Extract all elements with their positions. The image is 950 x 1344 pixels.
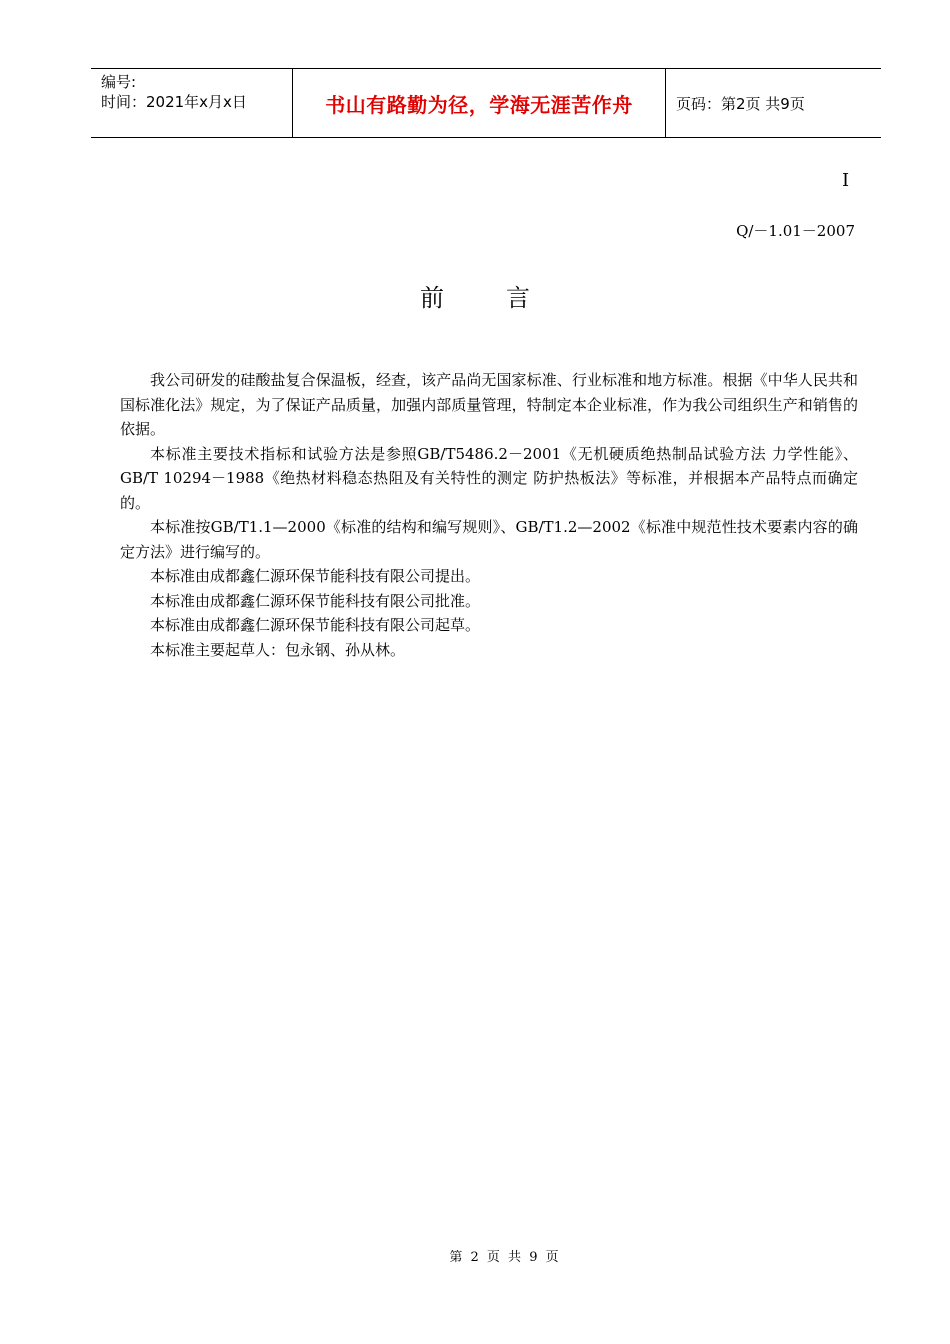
time-label: 时间：2021年x月x日 — [101, 93, 247, 111]
header-table — [91, 68, 881, 138]
paragraph: 我公司研发的硅酸盐复合保温板，经查，该产品尚无国家标准、行业标准和地方标准。根据《中华人民共和国标准化法》规定，为了保证产品质量，加强内部质量管理，特制定本企业标准，作为我公司组织生产和销售的依据。 — [120, 371, 858, 438]
header-meta-cell — [91, 69, 293, 137]
paragraph: 本标准由成都鑫仁源环保节能科技有限公司起草。 — [150, 616, 481, 634]
paragraph: 本标准由成都鑫仁源环保节能科技有限公司批准。 — [150, 591, 481, 610]
paragraph: 本标准主要起草人：包永钢、孙从林。 — [150, 640, 406, 659]
roman-page-number: I — [842, 170, 850, 191]
standard-code: Q/－1.01－2007 — [736, 222, 855, 240]
paragraph: 本标准主要技术指标和试验方法是参照GB/T5486.2－2001《无机硬质绝热制品试验方法 力学性能》、GB/T 10294－1988《绝热材料稳态热阻及有关特性的测定 防护热板法》等标准，并根据本产品特点而确定的。 — [120, 444, 858, 512]
paragraph: 本标准按GB/T1.1—2000《标准的结构和编写规则》、GB/T1.2—2002《标准中规范性技术要素内容的确定方法》进行编写的。 — [120, 518, 858, 561]
header-motto-cell — [293, 69, 666, 137]
page-footer: 第 2 页 共 9 页 — [449, 1250, 561, 1265]
paragraph: 本标准由成都鑫仁源环保节能科技有限公司提出。 — [150, 567, 481, 585]
header-page-cell — [666, 69, 881, 137]
serial-label: 编号: — [101, 73, 137, 91]
page-info: 页码：第2页 共9页 — [676, 94, 805, 113]
page-title: 前言 — [420, 284, 592, 312]
preface-body — [120, 368, 858, 662]
motto: 书山有路勤为径，学海无涯苦作舟 — [325, 92, 633, 117]
